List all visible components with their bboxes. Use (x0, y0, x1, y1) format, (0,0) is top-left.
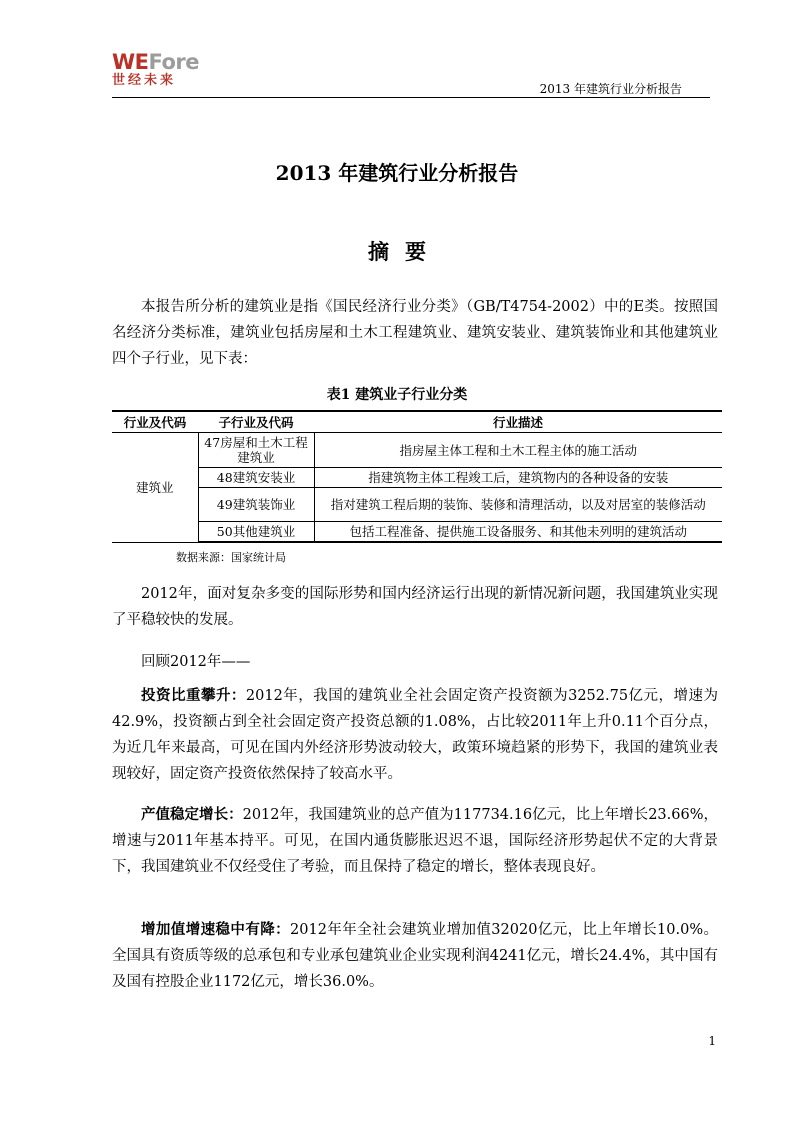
table-source: 数据来源：国家统计局 (176, 551, 286, 564)
section-lead: 产值稳定增长： (141, 806, 243, 823)
subindustry-table (112, 410, 722, 543)
review-line: 回顾2012年—— (141, 654, 251, 670)
section-text: 2012年，我国建筑业的总产值为117734.16亿元，比上年增长23.66%，增速与2011年基本持平。可见，在国内通货膨胀迟迟不退，国际经济形势起伏不定的大背景下，我国建筑业不仅经受住了考验，而且保持了稳定的增长，整体表现良好。 (112, 807, 718, 875)
description-cell: 指房屋主体工程和土木工程主体的施工活动 (314, 433, 722, 468)
section-text: 2012年，我国的建筑业全社会固定资产投资额为3252.75亿元，增速为42.9%，投资额占到全社会固定资产投资总额的1.08%，占比较2011年上升0.11个百分点，为近几年来最高，可见在国内外经济形势波动较大，政策环境趋紧的形势下，我国的建筑业表现较好，固定资产投资依然保持了较高水平。 (112, 688, 718, 782)
logo-chinese: 世经未来 (112, 73, 177, 88)
subindustry-cell: 49建筑装饰业 (198, 488, 314, 522)
intro-paragraph: 本报告所分析的建筑业是指《国民经济行业分类》（GB/T4754-2002）中的E类。按照国名经济分类标准，建筑业包括房屋和土木工程建筑业、建筑安装业、建筑装饰业和其他建筑业四个子行业，见下表： (112, 299, 718, 367)
section-value-added (112, 917, 718, 995)
section-lead: 增加值增速稳中有降： (141, 921, 291, 938)
table-header-cell: 行业描述 (314, 411, 722, 433)
table-row (112, 433, 722, 468)
subindustry-cell: 47房屋和土木工程建筑业 (198, 433, 314, 468)
logo-wordmark: WEFore (112, 50, 200, 74)
section-lead: 投资比重攀升： (141, 687, 246, 704)
description-cell: 包括工程准备、提供施工设备服务、和其他未列明的建筑活动 (314, 522, 722, 543)
section-output (112, 802, 718, 880)
table-caption: 表1 建筑业子行业分类 (326, 387, 468, 403)
company-logo (112, 52, 198, 92)
document-title: 2013 年建筑行业分析报告 (275, 161, 519, 185)
table-header-cell: 子行业及代码 (198, 411, 314, 433)
table-row (112, 522, 722, 543)
subindustry-cell: 48建筑安装业 (198, 468, 314, 488)
description-cell: 指建筑物主体工程竣工后，建筑物内的各种设备的安装 (314, 468, 722, 488)
description-cell: 指对建筑工程后期的装饰、装修和清理活动，以及对居室的装修活动 (314, 488, 722, 522)
subindustry-cell: 50其他建筑业 (198, 522, 314, 543)
table-row (112, 468, 722, 488)
header-divider (112, 97, 710, 98)
page-number: 1 (708, 1034, 716, 1048)
running-header: 2013 年建筑行业分析报告 (539, 82, 682, 96)
table-row (112, 488, 722, 522)
industry-cell: 建筑业 (112, 433, 198, 543)
abstract-heading: 摘要 (368, 239, 442, 264)
section-text: 2012年年全社会建筑业增加值32020亿元，比上年增长10.0%。全国具有资质等级的总承包和专业承包建筑业企业实现利润4241亿元，增长24.4%，其中国有及国有控股企业1172亿元，增长36.0%。 (112, 922, 719, 990)
table-header-row (112, 411, 722, 433)
table-header-cell: 行业及代码 (112, 411, 198, 433)
section-investment (112, 683, 718, 787)
paragraph-2012: 2012年，面对复杂多变的国际形势和国内经济运行出现的新情况新问题，我国建筑业实现了平稳较快的发展。 (112, 586, 718, 628)
